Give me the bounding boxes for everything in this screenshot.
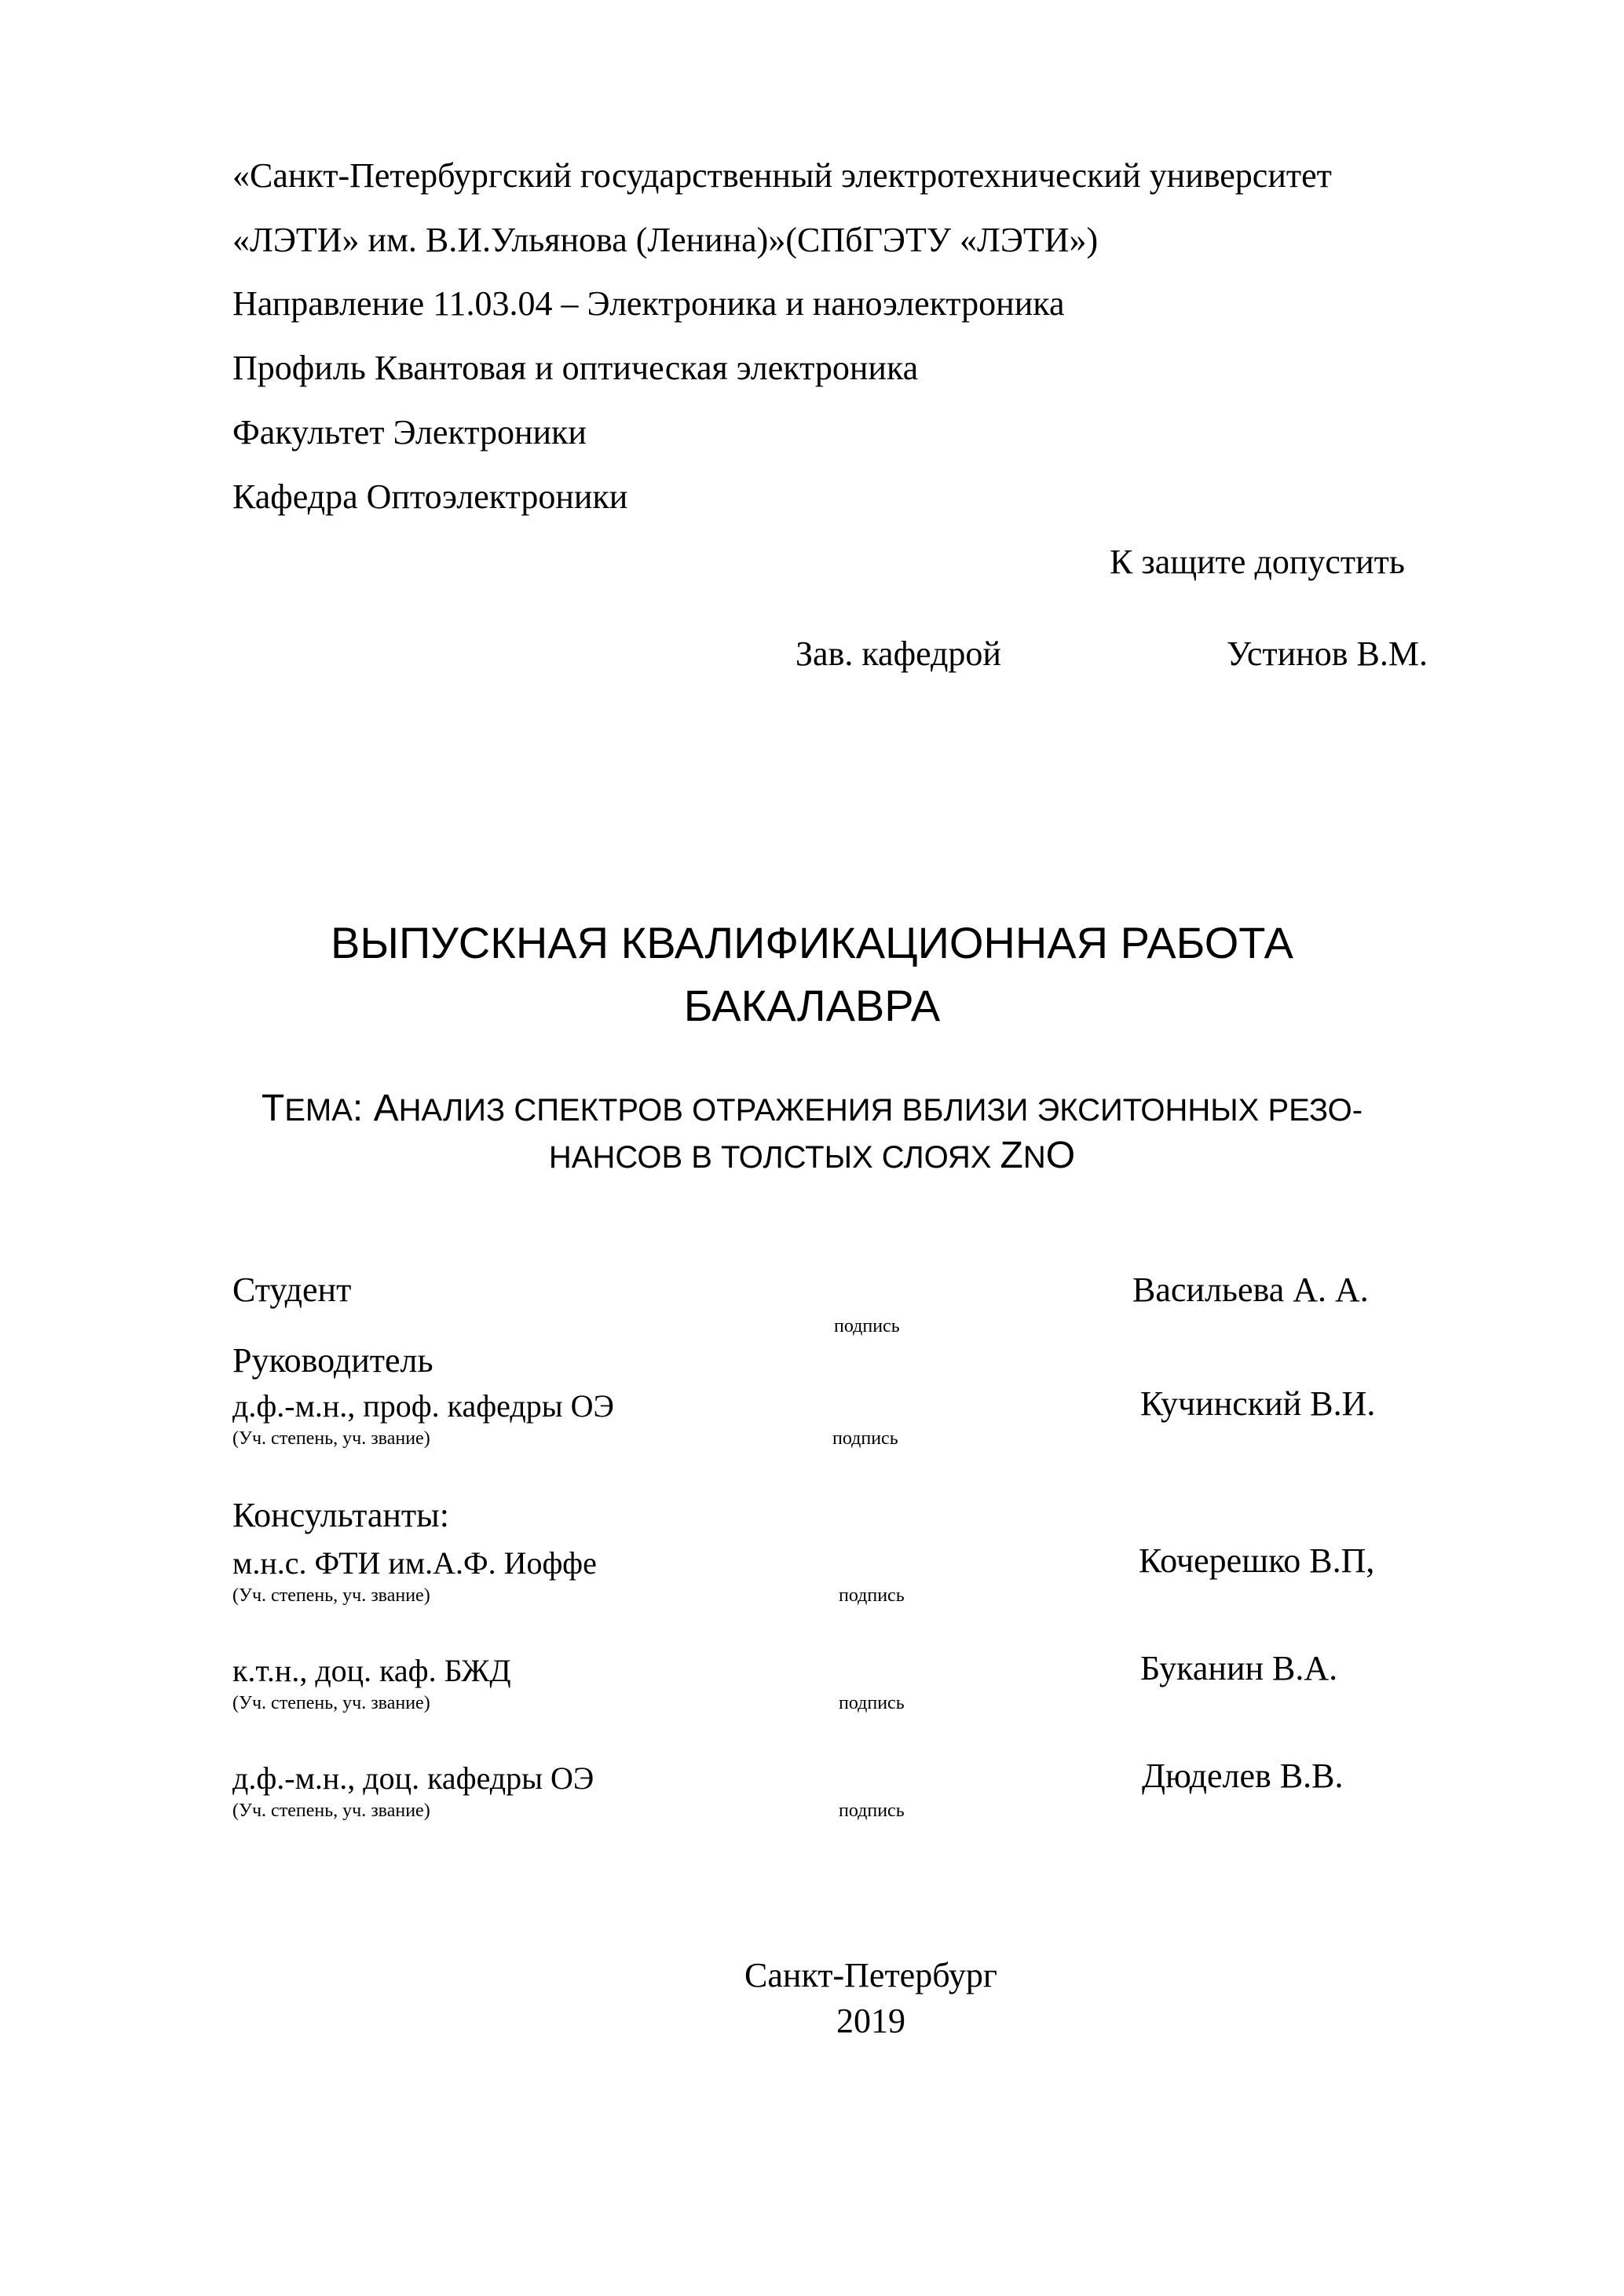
supervisor-degree-hint: (Уч. степень, уч. звание) <box>232 1428 430 1449</box>
consultant-3-title: д.ф.-м.н., доц. кафедры ОЭ <box>232 1760 594 1796</box>
consultant-2-degree-hint: (Уч. степень, уч. звание) <box>232 1693 430 1713</box>
consultant-1-signature-hint: подпись <box>839 1585 905 1606</box>
thesis-title-line-2: БАКАЛАВРА <box>683 981 941 1030</box>
consultant-1-degree-hint: (Уч. степень, уч. звание) <box>232 1585 430 1606</box>
direction-line: Направление 11.03.04 – Электроника и наноэлектроника <box>232 284 1065 323</box>
student-label: Студент <box>232 1270 352 1309</box>
admit-to-defense: К защите допустить <box>1110 543 1405 581</box>
consultant-1-title: м.н.с. ФТИ им.А.Ф. Иоффе <box>232 1545 597 1581</box>
supervisor-title: д.ф.-м.н., проф. кафедры ОЭ <box>232 1388 614 1424</box>
consultant-3-name: Дюделев В.В. <box>1142 1757 1344 1795</box>
supervisor-heading: Руководитель <box>232 1341 433 1380</box>
consultant-2-title: к.т.н., доц. каф. БЖД <box>232 1653 511 1688</box>
consultants-heading: Консультанты: <box>232 1496 449 1534</box>
faculty-line: Факультет Электроники <box>232 413 587 452</box>
year: 2019 <box>836 2002 905 2040</box>
thesis-topic-line-1: ТЕМА: АНАЛИЗ СПЕКТРОВ ОТРАЖЕНИЯ ВБЛИЗИ ЭКСИТОННЫХ РЕЗО- <box>261 1088 1363 1129</box>
student-signature-hint: подпись <box>834 1316 900 1336</box>
department-line: Кафедра Оптоэлектроники <box>232 477 628 516</box>
city: Санкт-Петербург <box>744 1956 997 1994</box>
consultant-2-signature-hint: подпись <box>839 1693 905 1713</box>
thesis-title-line-1: ВЫПУСКНАЯ КВАЛИФИКАЦИОННАЯ РАБОТА <box>331 918 1293 967</box>
head-of-department-label: Зав. кафедрой <box>796 634 1001 673</box>
profile-line: Профиль Квантовая и оптическая электроника <box>232 349 919 387</box>
consultant-3-degree-hint: (Уч. степень, уч. звание) <box>232 1801 430 1821</box>
student-name: Васильева А. А. <box>1132 1270 1369 1309</box>
consultant-2-name: Буканин В.А. <box>1140 1649 1338 1687</box>
consultant-3-signature-hint: подпись <box>839 1801 905 1821</box>
university-line-2: «ЛЭТИ» им. В.И.Ульянова (Ленина)»(СПбГЭТУ «ЛЭТИ») <box>232 221 1099 259</box>
head-of-department-name: Устинов В.М. <box>1227 634 1428 673</box>
supervisor-signature-hint: подпись <box>832 1428 898 1449</box>
thesis-topic-line-2: НАНСОВ В ТОЛСТЫХ СЛОЯХ ZNO <box>548 1135 1076 1176</box>
university-line-1: «Санкт-Петербургский государственный электротехнический университет <box>232 156 1332 195</box>
supervisor-name: Кучинский В.И. <box>1140 1384 1376 1423</box>
consultant-1-name: Кочерешко В.П, <box>1139 1541 1375 1580</box>
